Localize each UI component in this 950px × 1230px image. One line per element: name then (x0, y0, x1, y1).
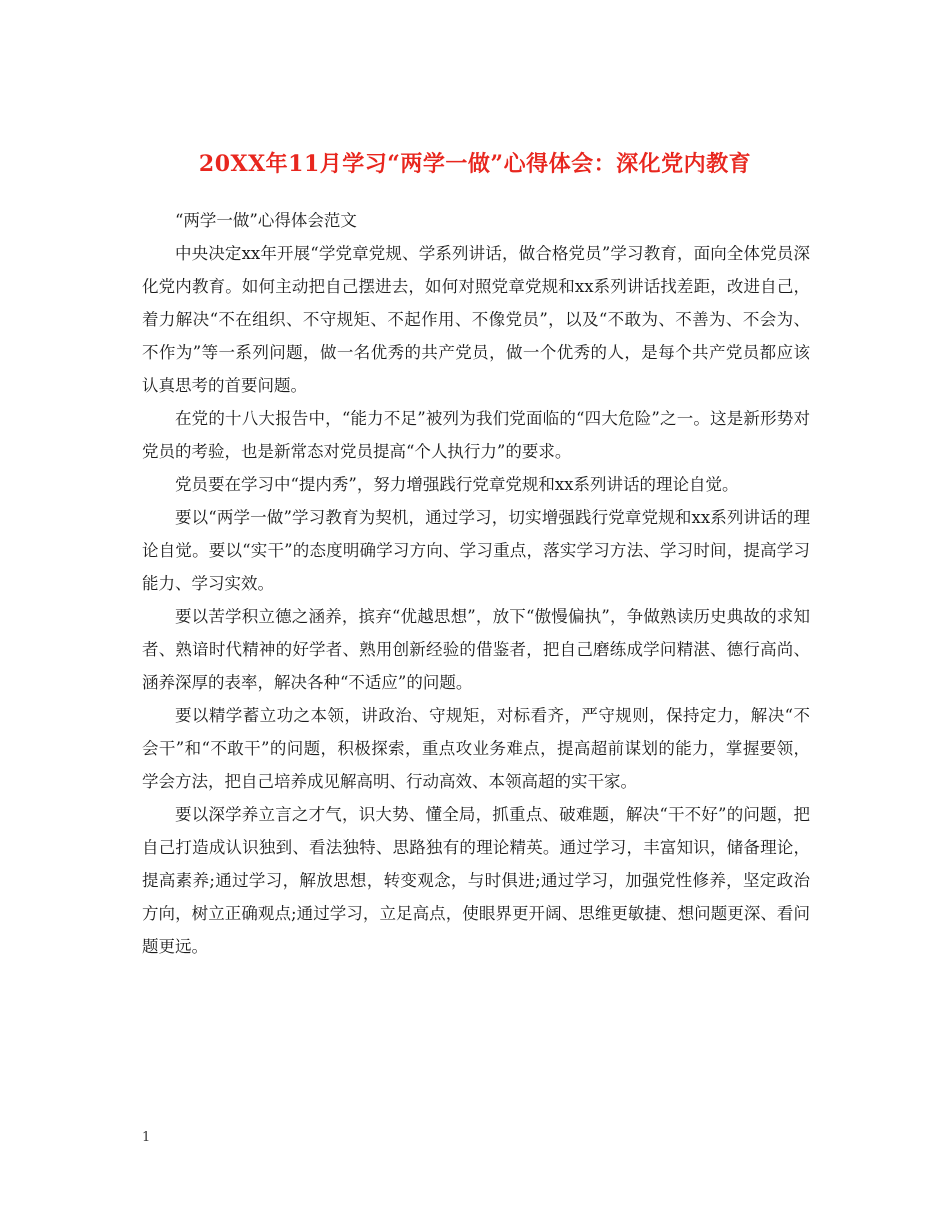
page-number: 1 (142, 1130, 151, 1145)
paragraph: 要以深学养立言之才气，识大势、懂全局，抓重点、破难题，解决“干不好”的问题，把自己打造成认识独到、看法独特、思路独有的理论精英。通过学习，丰富知识，储备理论，提高素养;通过学习，解放思想，转变观念，与时俱进;通过学习，加强党性修养，坚定政治方向，树立正确观点;通过学习，立足高点，使眼界更开阔、思维更敏捷、想问题更深、看问题更远。 (142, 805, 810, 956)
paragraph: 党员要在学习中“提内秀”，努力增强践行党章党规和xx系列讲话的理论自觉。 (175, 475, 739, 494)
paragraph: 要以苦学积立德之涵养，摈弃“优越思想”，放下“傲慢偏执”，争做熟读历史典故的求知者、熟谙时代精神的好学者、熟用创新经验的借鉴者，把自己磨练成学问精湛、德行高尚、涵养深厚的表率，解决各种“不适应”的问题。 (142, 607, 810, 692)
paragraph: 要以精学蓄立功之本领，讲政治、守规矩，对标看齐，严守规则，保持定力，解决“不会干”和“不敢干”的问题，积极探索，重点攻业务难点，提高超前谋划的能力，掌握要领，学会方法，把自己培养成见解高明、行动高效、本领高超的实干家。 (142, 706, 810, 791)
paragraph: 中央决定xx年开展“学党章党规、学系列讲话，做合格党员”学习教育，面向全体党员深化党内教育。如何主动把自己摆进去，如何对照党章党规和xx系列讲话找差距，改进自己，着力解决“不在组织、不守规矩、不起作用、不像党员”，以及“不敢为、不善为、不会为、不作为”等一系列问题，做一名优秀的共产党员，做一个优秀的人，是每个共产党员都应该认真思考的首要问题。 (142, 244, 810, 395)
paragraph: “两学一做”心得体会范文 (175, 211, 357, 230)
paragraph: 在党的十八大报告中，“能力不足”被列为我们党面临的“四大危险”之一。这是新形势对党员的考验，也是新常态对党员提高“个人执行力”的要求。 (142, 409, 810, 461)
paragraph: 要以“两学一做”学习教育为契机，通过学习，切实增强践行党章党规和xx系列讲话的理论自觉。要以“实干”的态度明确学习方向、学习重点，落实学习方法、学习时间，提高学习能力、学习实效。 (142, 508, 810, 593)
document-title: 20XX年11月学习“两学一做”心得体会：深化党内教育 (198, 150, 752, 177)
document-body (142, 204, 810, 963)
